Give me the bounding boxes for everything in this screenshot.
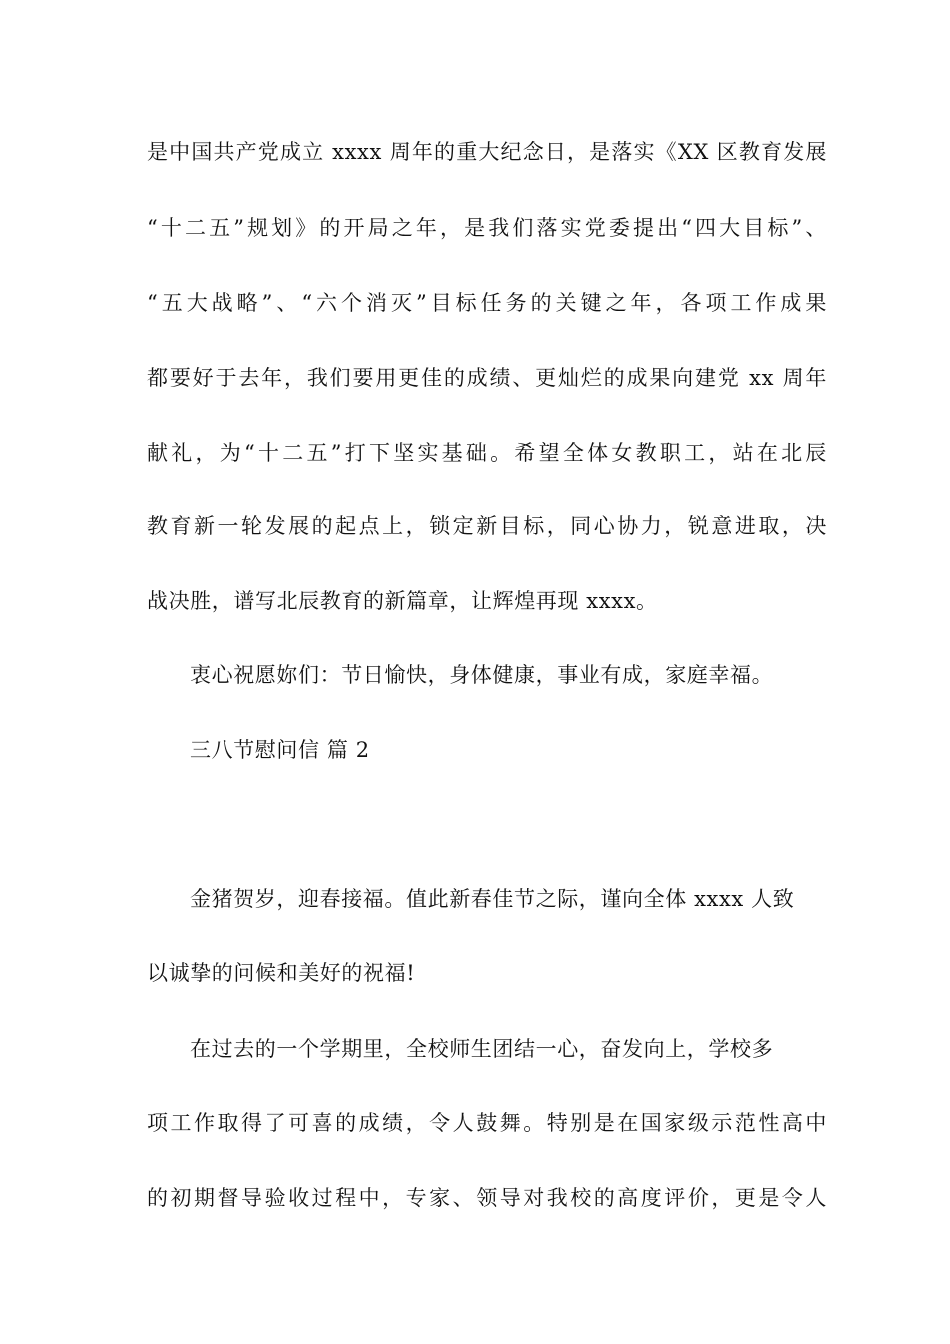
paragraph-line: 都要好于去年，我们要用更佳的成绩、更灿烂的成果向建党 xx 周年	[147, 366, 827, 390]
paragraph-line: 的初期督导验收过程中，专家、领导对我校的高度评价，更是令人	[147, 1186, 827, 1210]
paragraph-line: 以诚挚的问候和美好的祝福!	[147, 961, 416, 985]
blessing-line: 衷心祝愿妳们：节日愉快，身体健康，事业有成，家庭幸福。	[190, 663, 774, 687]
paragraph-line: 在过去的一个学期里，全校师生团结一心，奋发向上，学校多	[190, 1037, 774, 1061]
paragraph-line: 战决胜，谱写北辰教育的新篇章，让辉煌再现 xxxx。	[147, 589, 658, 613]
section-heading: 三八节慰问信 篇 2	[190, 738, 370, 762]
paragraph-line: “十二五”规划》的开局之年，是我们落实党委提出“四大目标”、	[147, 216, 827, 240]
paragraph-line: 教育新一轮发展的起点上，锁定新目标，同心协力，锐意进取，决	[147, 514, 827, 538]
paragraph-line: 是中国共产党成立 xxxx 周年的重大纪念日，是落实《XX 区教育发展	[147, 140, 827, 164]
paragraph-line: 项工作取得了可喜的成绩，令人鼓舞。特别是在国家级示范性高中	[147, 1111, 827, 1135]
paragraph-line: “五大战略”、“六个消灭”目标任务的关键之年，各项工作成果	[147, 291, 827, 315]
paragraph-line: 献礼，为“十二五”打下坚实基础。希望全体女教职工，站在北辰	[147, 441, 827, 465]
paragraph-line: 金猪贺岁，迎春接福。值此新春佳节之际，谨向全体 xxxx 人致	[190, 887, 795, 911]
